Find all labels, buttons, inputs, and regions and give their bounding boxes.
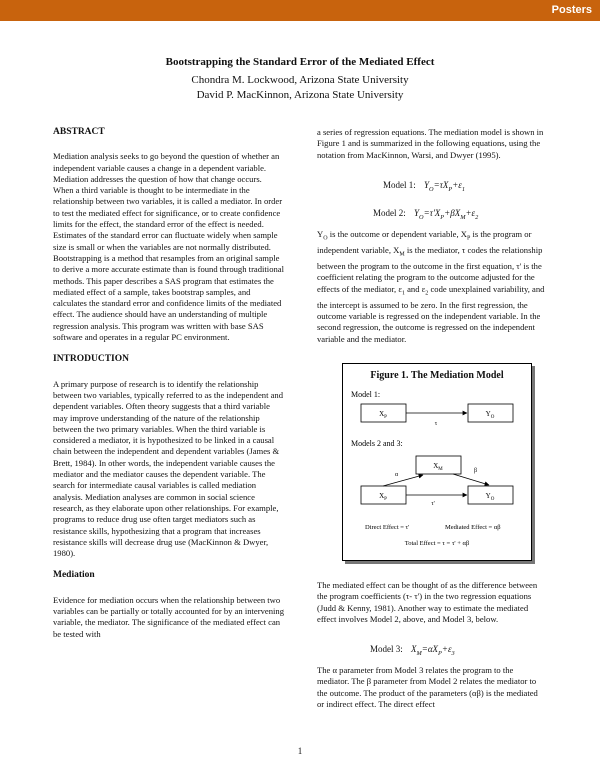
equation-model-2 bbox=[373, 208, 478, 221]
section-label: Posters bbox=[551, 4, 592, 16]
abstract-heading: ABSTRACT bbox=[53, 127, 105, 137]
right-column-bottom bbox=[317, 580, 547, 636]
figure-diagram bbox=[343, 364, 531, 560]
mediation-paragraph: Evidence for mediation occurs when the relationship between two variables can be partially or totally accounted for by an intervening variable, the mediator. The significance of the mediated effect can be tested with bbox=[53, 594, 284, 639]
figure-title: Figure 1. The Mediation Model bbox=[370, 370, 504, 381]
path-alpha-arrow bbox=[383, 475, 423, 486]
equation-model-3 bbox=[370, 644, 455, 657]
mediated-effect-text: Mediated Effect = αβ bbox=[445, 524, 501, 531]
author-2: David P. MacKinnon, Arizona State University bbox=[196, 89, 404, 101]
total-effect-text: Total Effect = τ = τ' + αβ bbox=[404, 540, 470, 547]
right-paragraph-1: a series of regression equations. The mediation model is shown in Figure 1 and is summarized in the following equations, using the notation from MacKinnon, Warsi, and Dwyer (1995). bbox=[317, 127, 544, 160]
model-3-equation: $X_M=\alpha X_P+\varepsilon_3$ bbox=[411, 644, 455, 657]
model-3-label: Model 3: bbox=[370, 644, 403, 654]
path-alpha-label: α bbox=[395, 472, 399, 478]
node-xp-model1-label: $X_P$ bbox=[379, 410, 387, 420]
fig-models23-label: Models 2 and 3: bbox=[351, 439, 403, 448]
path-tau-label: τ bbox=[434, 421, 438, 427]
path-tau-prime-label: τ' bbox=[431, 501, 435, 507]
node-xp-model23-label: $X_P$ bbox=[379, 492, 387, 502]
fig-model1-label: Model 1: bbox=[351, 390, 381, 399]
page-number: 1 bbox=[297, 746, 303, 756]
model-1-equation: $Y_O=\tau X_P+\varepsilon_1$ bbox=[424, 180, 466, 193]
section-banner bbox=[0, 0, 600, 21]
right-paragraph-3: The mediated effect can be thought of as the difference between the program coefficients (τ- τ') in the two regression equations (Judd & Kenny, 1981). Another way to estimate the mediated effect involves Model 2, above, and Model 3, below. bbox=[317, 580, 538, 624]
mediation-heading: Mediation bbox=[53, 570, 95, 581]
equation-model-1 bbox=[383, 180, 465, 193]
model-2-label: Model 2: bbox=[373, 208, 406, 218]
node-yo-model1-label: $Y_O$ bbox=[485, 410, 495, 420]
node-yo-model23-label: $Y_O$ bbox=[485, 492, 495, 502]
model-1-label: Model 1: bbox=[383, 180, 416, 190]
right-column-end bbox=[317, 665, 547, 721]
right-column-top bbox=[317, 127, 547, 172]
mediation-model-figure bbox=[342, 363, 532, 561]
abstract-paragraph: Mediation analysis seeks to go beyond the question of whether an independent variable causes a change in a dependent variable. Mediation addresses the question of how that change occurs. When a third variable is thought to be intermediate in the relationship between two variables, it is called a mediator. In order to test the mediated effect for significance, or to create confidence limits for the effect, the standard error of the effect is needed. Estimates of the standard error can fluctuate widely when sample size is small or when the variables are not normally distributed. Bootstrapping is a method that resamples from an original sample to derive a more accurate estimate than is found through traditional methods. This paper describes a SAS program that estimates the mediated effect of a sample, takes bootstrap samples, and calculates the standard error and confidence limits of the mediated effect. The audience should have an understanding of multiple regression analysis. This program was written with base SAS software and operates in a regular PC environment. bbox=[53, 151, 284, 343]
intro-paragraph: A primary purpose of research is to identify the relationship between two variables, typically referred to as the independent and dependent variables. Often theory suggests that a third variable may improve understanding of the nature of the relationship between the two primary variables. When the third variable is considered a mediator, it is hypothesized to be linked in a causal chain between the independent and dependent variables (James & Brett, 1984). In other words, the independent variable causes the mediator and the mediator causes the dependent variable. The search for intermediate causal variables is called mediation analysis. Mediation analyses are common in social science research, as they elaborate upon other relationships. For example, programs to reduce drug use often target mediators such as resistance skills, hypothesizing that a program that increases resistance skills will decrease drug use (MacKinnon & Dwyer, 1980). bbox=[53, 378, 284, 559]
direct-effect-text: Direct Effect = τ' bbox=[365, 524, 410, 531]
intro-heading: INTRODUCTION bbox=[53, 354, 130, 365]
left-column bbox=[53, 127, 284, 651]
paper-title: Bootstrapping the Standard Error of the Mediated Effect bbox=[165, 56, 435, 68]
path-beta-arrow bbox=[453, 474, 489, 485]
model-2-equation: $Y_O=\tau'X_P+\beta X_M+\varepsilon_2$ bbox=[414, 208, 479, 221]
right-column-mid bbox=[317, 229, 547, 356]
right-paragraph-2: $Y_O$ is the outcome or dependent variable, $X_P$ is the program or independent variable, $X_M$ is the mediator, τ codes the relationship between the program to the outcome in the first equation, τ' is the coefficient relating the program to the outcome adjusted for the effects of the mediator, $\varepsilon_1$ and $\varepsilon_2$ code unexplained variability, and the intercept is assumed to be zero. In the first regression, the outcome variable is regressed on the independent variable. In the second regression, the outcome is regressed on the independent variable and the mediator. bbox=[317, 229, 545, 344]
path-beta-label: β bbox=[474, 468, 478, 474]
right-paragraph-4: The α parameter from Model 3 relates the program to the mediator. The β parameter from Model 2 relates the mediator to the outcome. The product of the parameters (αβ) is the mediated or indirect effect. The direct effect bbox=[317, 665, 538, 709]
node-xm-label: $X_M$ bbox=[433, 462, 443, 472]
author-1: Chondra M. Lockwood, Arizona State University bbox=[191, 74, 409, 86]
